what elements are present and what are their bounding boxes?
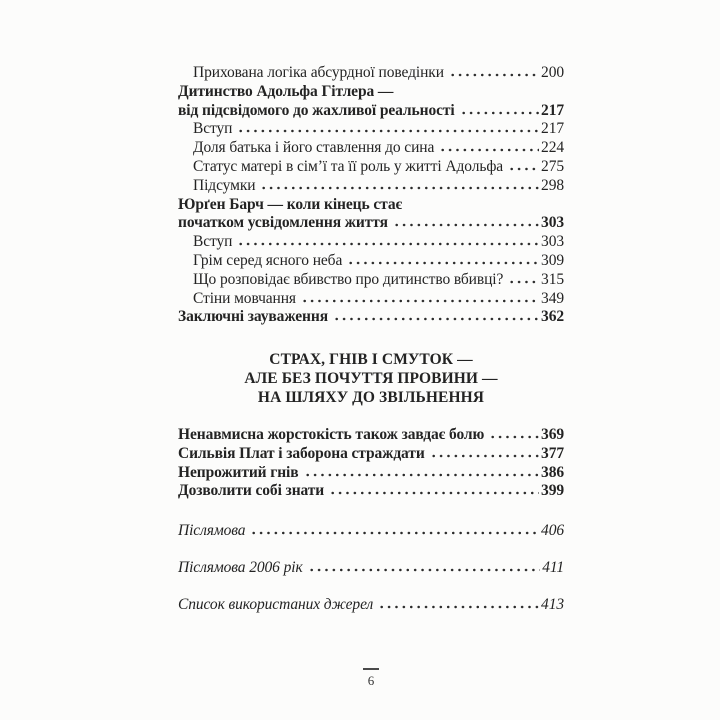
toc-entry-page: 275 (541, 157, 564, 175)
dot-leader (237, 234, 539, 246)
toc-entry-page: 369 (541, 426, 564, 443)
dot-leader (460, 103, 539, 115)
toc-entry-page: 224 (541, 139, 564, 157)
toc-part2 (178, 426, 564, 501)
toc-entry (178, 596, 564, 615)
toc-entry (178, 139, 564, 158)
toc-entry-page: 411 (542, 558, 564, 576)
toc-entry (178, 308, 564, 327)
toc-entry (178, 120, 564, 139)
toc-entry-label: Заключні зауваження (178, 308, 328, 326)
dot-leader (329, 483, 539, 495)
toc-entry-label: початком усвідомлення життя (178, 214, 388, 232)
toc-entry-page: 315 (541, 270, 564, 288)
toc-entry-label: Список використаних джерел (178, 596, 374, 614)
dot-leader (250, 523, 539, 535)
toc-entry-page: 309 (541, 251, 564, 269)
toc-entry-page: 377 (541, 444, 564, 462)
toc-entry-label: Статус матері в сім’ї та її роль у житті Адольфа (193, 157, 504, 175)
toc-entry (178, 271, 564, 290)
toc-part1 (178, 64, 564, 327)
toc-entry-page: 217 (541, 120, 564, 138)
toc-entry (178, 214, 564, 233)
dot-leader (508, 159, 539, 171)
toc-entry-label: від підсвідомого до жахливої реальності (178, 101, 455, 119)
toc-entry-label: Прихована логіка абсурдної поведінки (193, 64, 444, 81)
toc-entry (178, 252, 564, 271)
toc-entry-page: 362 (541, 308, 564, 326)
footer-rule (363, 668, 379, 670)
toc-entry-label: Вступ (193, 120, 233, 138)
toc-entry-label: Сильвія Плат і заборона страждати (178, 444, 425, 462)
toc-entry (178, 102, 564, 121)
section-heading (178, 351, 564, 407)
toc-entry-label: Післямова 2006 рік (178, 558, 303, 576)
toc-entry-page: 200 (541, 64, 564, 81)
toc-entry (178, 196, 564, 215)
toc-entry-label: Стіни мовчання (193, 289, 296, 307)
toc-entry (178, 177, 564, 196)
toc-part3 (178, 503, 564, 615)
toc-entry (178, 482, 564, 501)
toc-entry-label: Підсумки (193, 176, 256, 194)
dot-leader (347, 253, 539, 265)
section-heading-line2: АЛЕ БЕЗ ПОЧУТТЯ ПРОВИНИ — (244, 369, 498, 387)
toc-entry (178, 290, 564, 309)
toc-entry-label: Дитинство Адольфа Гітлера — (178, 82, 394, 100)
toc-entry-label: Доля батька і його ставлення до сина (193, 139, 435, 157)
toc-entry-page: 413 (541, 596, 564, 614)
toc-entry-page: 298 (541, 176, 564, 194)
toc-entry-label: Ненавмисна жорстокість також завдає болю (178, 426, 485, 443)
dot-leader (308, 560, 541, 572)
section-heading-line1: СТРАХ, ГНІВ І СМУТОК — (269, 351, 473, 368)
toc-entry-label: Післямова (178, 521, 246, 539)
page-footer (178, 668, 564, 689)
dot-leader (260, 178, 539, 190)
toc-entry-label: Дозволити собі знати (178, 482, 325, 500)
dot-leader (489, 427, 539, 439)
toc-entry-page: 386 (541, 463, 564, 481)
dot-leader (304, 465, 540, 477)
toc-entry-page: 349 (541, 289, 564, 307)
dot-leader (378, 597, 539, 609)
dot-leader (508, 272, 539, 284)
toc-entry-page: 399 (541, 482, 564, 500)
dot-leader (237, 121, 539, 133)
toc-entry (178, 233, 564, 252)
toc-entry (178, 559, 564, 578)
section-heading-line3: НА ШЛЯХУ ДО ЗВІЛЬНЕННЯ (257, 388, 485, 406)
toc-entry (178, 522, 564, 541)
toc-entry (178, 426, 564, 445)
dot-leader (430, 446, 539, 458)
dot-leader (333, 309, 539, 321)
toc-entry (178, 445, 564, 464)
toc-entry-label: Юрґен Барч — коли кінець стає (178, 195, 403, 213)
dot-leader (393, 215, 539, 227)
dot-leader (439, 140, 539, 152)
toc-entry-label: Що розповідає вбивство про дитинство вбивці? (193, 270, 504, 288)
toc-entry-page: 217 (541, 101, 564, 119)
toc-entry-label: Грім серед ясного неба (193, 251, 343, 269)
toc-entry (178, 464, 564, 483)
toc-entry-page: 303 (541, 233, 564, 251)
toc-entry (178, 83, 564, 102)
toc-entry-label: Непрожитий гнів (178, 463, 299, 481)
dot-leader (449, 65, 539, 77)
page-number: 6 (367, 672, 375, 688)
toc-entry-label: Вступ (193, 233, 233, 251)
toc-entry-page: 406 (541, 521, 564, 539)
toc-entry-page: 303 (541, 214, 564, 232)
dot-leader (301, 291, 539, 303)
toc-entry (178, 158, 564, 177)
toc-entry (178, 64, 564, 83)
